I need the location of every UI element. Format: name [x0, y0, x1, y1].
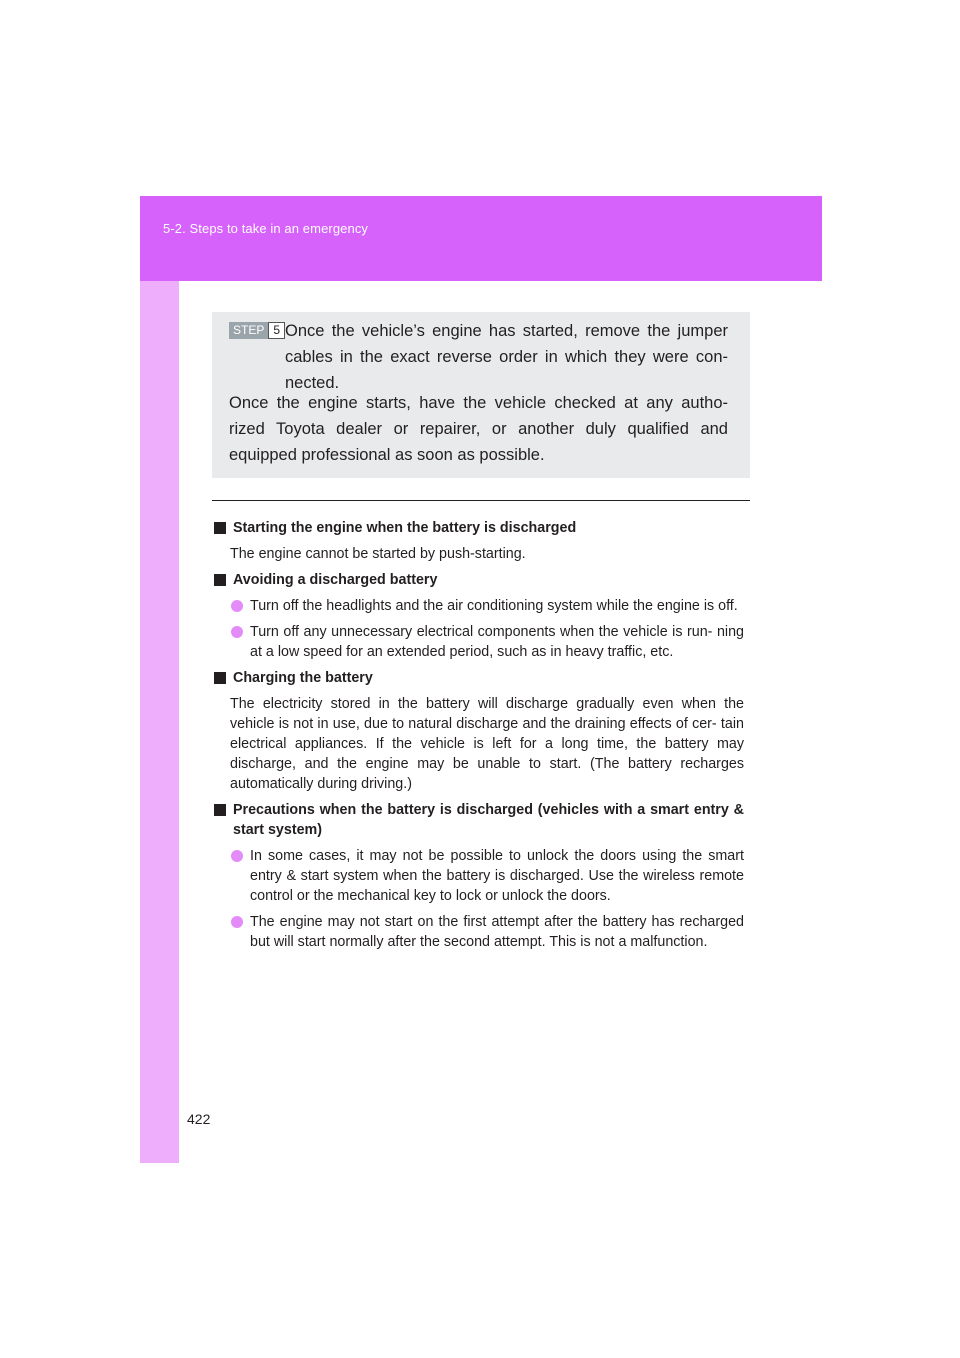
section-title: Charging the battery — [212, 668, 744, 688]
step-note: Once the engine starts, have the vehicle checked at any autho- rized Toyota dealer or repairer, or another duly qualified and equipped professional as soon as possible. — [229, 394, 728, 464]
step-badge-word: STEP — [229, 322, 268, 339]
section-title: Starting the engine when the battery is discharged — [212, 518, 744, 538]
side-margin-strip — [140, 281, 179, 1163]
list-item: The engine may not start on the first attempt after the battery has recharged but will start normally after the second attempt. This is not a malfunction. — [230, 912, 744, 952]
divider-rule — [212, 500, 750, 501]
step-badge — [229, 322, 285, 339]
chapter-header-band — [140, 196, 822, 281]
page-number: 422 — [187, 1111, 211, 1127]
step-badge-number: 5 — [268, 322, 285, 339]
section-body: The electricity stored in the battery will discharge gradually even when the vehicle is not in use, due to natural discharge and the draining effects of cer- tain electrical appliances. If the vehicle is left for a long time, the battery may discharge, and the engine may be unable to start. (The battery recharges automatically during driving.) — [230, 696, 744, 792]
circle-bullet-icon — [231, 600, 243, 612]
circle-bullet-icon — [231, 916, 243, 928]
square-bullet-icon — [214, 522, 226, 534]
list-item: In some cases, it may not be possible to unlock the doors using the smart entry & start system when the battery is discharged. Use the wireless remote control or the mechanical key to lock or unlock the doors. — [230, 846, 744, 906]
square-bullet-icon — [214, 574, 226, 586]
notes-content — [212, 518, 744, 952]
circle-bullet-icon — [231, 626, 243, 638]
section-title: Avoiding a discharged battery — [212, 570, 744, 590]
list-item: Turn off the headlights and the air conditioning system while the engine is off. — [230, 596, 744, 616]
circle-bullet-icon — [231, 850, 243, 862]
section-body: The engine cannot be started by push-starting. — [230, 546, 526, 562]
square-bullet-icon — [214, 672, 226, 684]
list-item: Turn off any unnecessary electrical components when the vehicle is run- ning at a low speed for an extended period, such as in heavy traffic, etc. — [230, 622, 744, 662]
section-title: Precautions when the battery is discharged (vehicles with a smart entry & start system) — [212, 800, 744, 840]
step-instruction: Once the vehicle’s engine has started, remove the jumper cables in the exact reverse order in which they were con- nected. — [285, 322, 728, 392]
section-header: 5-2. Steps to take in an emergency — [163, 221, 369, 236]
square-bullet-icon — [214, 804, 226, 816]
